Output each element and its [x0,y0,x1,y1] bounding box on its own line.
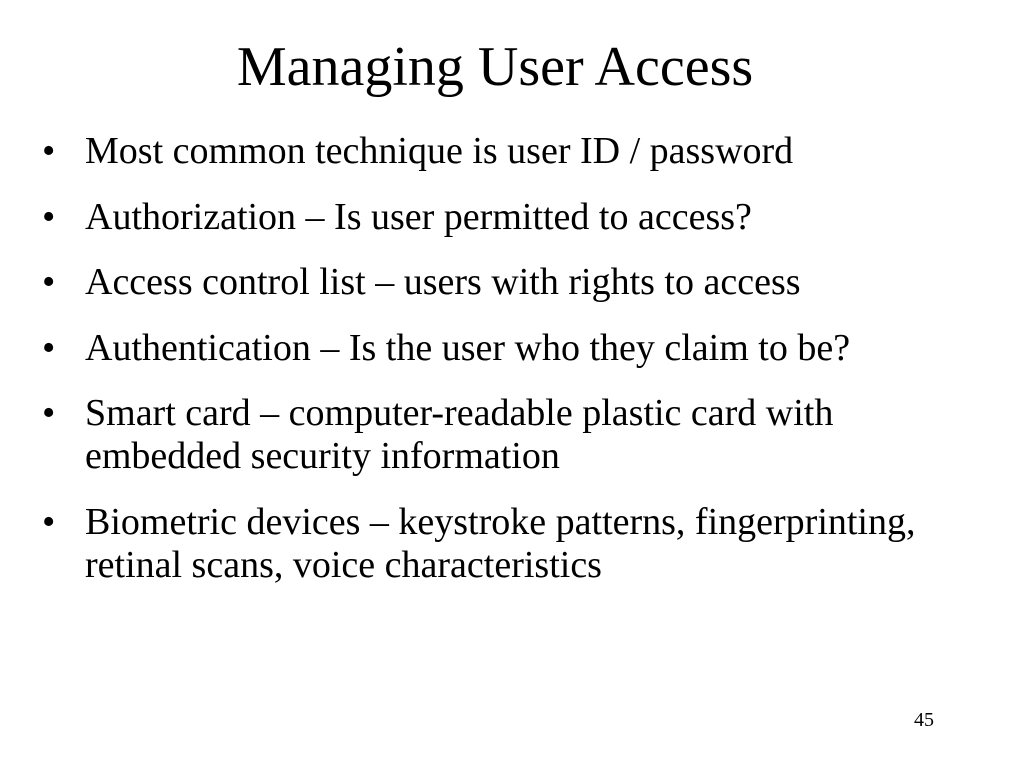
bullet-text: Biometric devices – keystroke patterns, fingerprinting, retinal scans, voice characteristics [85,500,916,586]
bullet-text: Access control list – users with rights to access [85,261,801,303]
bullet-icon: • [42,392,56,434]
bullet-item-authorization [42,196,962,239]
bullet-item-access-control-list [42,261,962,304]
bullet-list [42,130,962,609]
bullet-icon: • [42,261,56,303]
bullet-icon: • [42,195,56,238]
slide-title: Managing User Access [236,36,754,98]
bullet-item-biometric-devices [42,501,962,587]
bullet-icon: • [42,500,56,543]
page-number: 45 [914,709,934,731]
bullet-text: Authentication – Is the user who they claim to be? [85,326,851,369]
bullet-text: Smart card – computer-readable plastic card with embedded security information [85,392,834,477]
bullet-item-user-id-password [42,130,962,173]
bullet-item-smart-card [42,392,962,478]
bullet-text: Most common technique is user ID / password [85,130,794,172]
bullet-icon: • [42,130,56,172]
bullet-item-authentication [42,327,962,370]
bullet-icon: • [42,326,56,369]
bullet-text: Authorization – Is user permitted to access? [85,195,752,238]
